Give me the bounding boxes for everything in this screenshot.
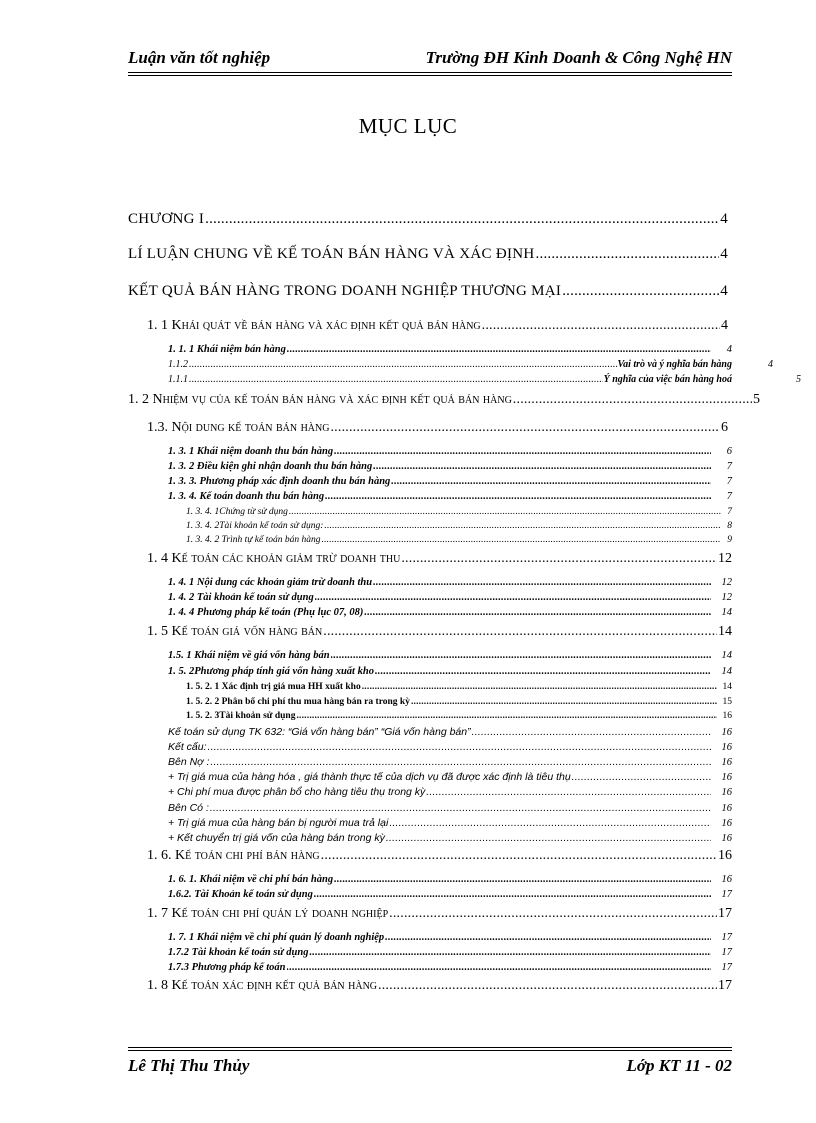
toc-leader (385, 932, 711, 943)
toc-entry-subsection[interactable] (168, 666, 732, 677)
toc-entry-subsubsection[interactable] (186, 682, 732, 692)
toc-leader (364, 607, 711, 618)
toc-entry-detail[interactable] (168, 771, 732, 783)
toc-leader (330, 420, 720, 436)
toc-page-number: 16 (721, 772, 732, 783)
page-footer (128, 1056, 732, 1078)
toc-leader (208, 741, 711, 753)
toc-entry-section[interactable] (147, 318, 728, 334)
toc-page-number: 14 (721, 650, 732, 661)
toc-page-number: 16 (718, 848, 732, 863)
toc-leader (389, 817, 711, 829)
toc-page-number: 16 (721, 727, 732, 738)
toc-entry-title: LÍ LUẬN CHUNG VỀ KẾ TOÁN BÁN HÀNG VÀ XÁC ĐỊNH (128, 246, 535, 262)
toc-leader (513, 392, 752, 408)
toc-page-number: 16 (721, 803, 732, 814)
toc-entry-subsection[interactable] (168, 650, 732, 661)
toc-page-number: 7 (726, 491, 732, 502)
toc-entry-title: 1. 4. 4 Phương pháp kế toán (Phụ lục 07, 08) (168, 607, 364, 618)
toc-entry-detail[interactable] (168, 786, 732, 798)
toc-entry-title: 1. 7 Kế toán chi phí quản lý doanh nghiệp (147, 906, 389, 921)
toc-entry-title: 1. 5 Kế toán giá vốn hàng bán (147, 624, 323, 639)
toc-page-number: 7 (726, 461, 732, 472)
page-title: MỤC LỤC (358, 114, 458, 138)
toc-page-number: 12 (721, 577, 732, 588)
toc-page-number: 12 (721, 592, 732, 603)
toc-page-number: 17 (718, 906, 732, 921)
toc-page-number: 14 (722, 682, 732, 692)
toc-leader (309, 947, 711, 958)
toc-leader (205, 211, 719, 228)
toc-entry-section[interactable] (147, 551, 732, 567)
toc-entry-title: 1.5. 1 Khái niệm về giá vốn hàng bán (168, 650, 330, 661)
header-rule-thick (128, 72, 732, 73)
toc-page-number: 15 (722, 697, 732, 707)
toc-entry-title: Ý nghĩa của việc bán hàng hoá (603, 374, 732, 385)
header-rule-thin (128, 75, 732, 76)
toc-page-number: 4 (720, 211, 728, 227)
toc-page-number: 9 (727, 535, 732, 545)
toc-leader (373, 577, 711, 588)
toc-page-number: 5 (796, 374, 801, 385)
toc-entry-subsection[interactable] (168, 344, 732, 355)
toc-leader (189, 359, 617, 370)
page-header (128, 48, 732, 70)
header-university-name: Trường ĐH Kinh Doanh & Công Nghệ HN (425, 48, 732, 67)
toc-page-number: 16 (721, 818, 732, 829)
toc-leader (325, 491, 711, 502)
toc-leader (362, 682, 717, 692)
toc-entry-subsection[interactable] (168, 374, 732, 385)
toc-entry-subsubsection[interactable] (186, 697, 732, 707)
toc-entry-title: 1. 1 Khái quát về bán hàng và xác định kết quả bán hàng (147, 318, 481, 333)
toc-leader (210, 802, 711, 814)
toc-page-number: 4 (720, 283, 728, 299)
toc-entry-subsection[interactable] (168, 874, 732, 885)
toc-entry-title: 1. 8 Kế toán xác định kết quả bán hàng (147, 978, 378, 993)
toc-entry-title: 1.7.3 Phương pháp kế toán (168, 962, 286, 973)
toc-leader (334, 446, 711, 457)
toc-leader (315, 592, 711, 603)
toc-leader (472, 726, 711, 738)
toc-leader (296, 711, 717, 721)
toc-leader (324, 521, 721, 531)
toc-entry-title: 1. 5. 2. 3Tài khoản sử dụng (186, 711, 296, 721)
toc-entry-title: 1.6.2. Tài Khoản kế toán sử dụng (168, 889, 313, 900)
toc-entry-number: 1.1.1 (168, 374, 188, 385)
toc-entry-title: 1. 3. 1 Khái niệm doanh thu bán hàng (168, 446, 334, 457)
toc-entry-subsection[interactable] (168, 962, 732, 973)
toc-page-number: 8 (727, 521, 732, 531)
footer-rule-thick (128, 1050, 732, 1051)
toc-entry-title: 1. 2 Nhiệm vụ của kế toán bán hàng và xác định kết quả bán hàng (128, 392, 512, 407)
toc-leader (331, 650, 711, 661)
toc-entry-detail[interactable] (168, 756, 732, 768)
toc-entry-title: 1. 3. 3. Phương pháp xác định doanh thu bán hàng (168, 476, 391, 487)
toc-entry-title: 1. 4. 1 Nội dung các khoản giảm trừ doanh thu (168, 577, 373, 588)
toc-entry-title: 1. 1. 1 Khái niệm bán hàng (168, 344, 286, 355)
toc-page-number: 6 (726, 446, 732, 457)
toc-entry-subsection[interactable] (168, 461, 732, 472)
toc-entry-title: 1. 4. 2 Tài khoản kế toán sử dụng (168, 592, 314, 603)
toc-entry-chapter[interactable] (128, 246, 728, 263)
toc-entry-section[interactable] (147, 624, 732, 640)
toc-entry-title: + Chi phí mua được phân bổ cho hàng tiêu thụ trong kỳ (168, 786, 426, 798)
toc-page-number: 5 (753, 392, 760, 407)
toc-entry-title: + Trị giá mua của hàng hóa , giá thành thực tế của dịch vụ đã được xác định là tiêu thụ (168, 771, 571, 783)
toc-leader (391, 476, 711, 487)
toc-page-number: 4 (720, 246, 728, 262)
toc-page-number: 17 (721, 947, 732, 958)
toc-page-number: 17 (721, 962, 732, 973)
toc-entry-section[interactable] (147, 906, 732, 922)
toc-leader (572, 771, 711, 783)
toc-leader (287, 344, 711, 355)
toc-leader (189, 374, 603, 385)
toc-leader (289, 507, 721, 517)
toc-entry-detail[interactable] (168, 802, 732, 814)
toc-entry-title: 1. 4 Kế toán các khoản giảm trừ doanh thu (147, 551, 401, 566)
toc-entry-title: 1. 5. 2Phương pháp tính giá vốn hàng xuất kho (168, 666, 374, 677)
toc-leader (210, 756, 711, 768)
toc-page-number: 14 (718, 624, 732, 639)
toc-leader (411, 697, 717, 707)
toc-leader (536, 246, 720, 263)
toc-leader (386, 832, 711, 844)
toc-entry-title: 1. 5. 2. 2 Phân bổ chi phí thu mua hàng bán ra trong kỳ (186, 697, 410, 707)
toc-leader (562, 283, 719, 300)
toc-entry-title: Bên Nợ : (168, 756, 210, 768)
toc-entry-detail[interactable] (168, 817, 732, 829)
toc-entry-title: 1.3. Nội dung kế toán bán hàng (147, 420, 330, 435)
toc-entry-title: CHƯƠNG I (128, 211, 205, 227)
toc-entry-detail[interactable] (168, 741, 732, 753)
toc-entry-subsection[interactable] (168, 607, 732, 618)
header-thesis-label: Luận văn tốt nghiệp (128, 48, 271, 67)
toc-entry-subsection[interactable] (168, 446, 732, 457)
toc-entry-title: 1.7.2 Tài khoản kế toán sử dụng (168, 947, 309, 958)
footer-rule-thin (128, 1047, 732, 1048)
toc-page-number: 4 (768, 359, 773, 370)
toc-entry-chapter[interactable] (128, 283, 728, 300)
toc-entry-subsubsection[interactable] (186, 507, 732, 517)
toc-leader (482, 318, 720, 334)
toc-entry-title: 1. 3. 4. 2 Trình tự kế toán bán hàng (186, 535, 321, 545)
toc-page-number: 16 (722, 711, 732, 721)
toc-entry-subsection[interactable] (168, 947, 732, 958)
toc-page-number: 16 (721, 757, 732, 768)
toc-entry-subsection[interactable] (168, 476, 732, 487)
toc-page-number: 14 (721, 666, 732, 677)
toc-leader (401, 551, 717, 567)
toc-leader (378, 978, 717, 994)
toc-entry-subsection[interactable] (168, 592, 732, 603)
toc-entry-subsection[interactable] (168, 359, 732, 370)
toc-page-number: 17 (721, 932, 732, 943)
toc-page-number: 4 (721, 318, 728, 333)
toc-entry-title: 1. 5. 2. 1 Xác định trị giá mua HH xuất kho (186, 682, 361, 692)
toc-entry-title: + Kết chuyển trị giá vốn của hàng bán trong kỳ (168, 832, 385, 844)
toc-entry-title: Bên Có : (168, 802, 209, 814)
toc-leader (314, 889, 711, 900)
toc-leader (323, 624, 717, 640)
toc-entry-title: 1. 6. Kế toán chi phí bán hàng (147, 848, 320, 863)
toc-page-number: 14 (721, 607, 732, 618)
toc-entry-title: Kết cấu: (168, 741, 207, 753)
toc-entry-subsubsection[interactable] (186, 711, 732, 721)
toc-leader (287, 962, 711, 973)
toc-page-number: 16 (721, 874, 732, 885)
toc-leader (334, 874, 711, 885)
toc-entry-title: 1. 6. 1. Khái niệm về chi phí bán hàng (168, 874, 334, 885)
toc-leader (322, 535, 722, 545)
toc-page-number: 17 (718, 978, 732, 993)
toc-leader (389, 906, 717, 922)
toc-entry-subsection[interactable] (168, 491, 732, 502)
toc-leader (375, 666, 711, 677)
toc-entry-title: 1. 7. 1 Khái niệm về chi phí quản lý doanh nghiệp (168, 932, 385, 943)
toc-entry-title: Vai trò và ý nghĩa bán hàng (617, 359, 732, 370)
toc-entry-title: Kế toán sử dụng TK 632: “Giá vốn hàng bán” “Giá vốn hàng bán” (168, 726, 471, 738)
toc-page-number: 6 (721, 420, 728, 435)
toc-page-number: 16 (721, 833, 732, 844)
toc-leader (373, 461, 711, 472)
toc-leader (321, 848, 717, 864)
toc-page-number: 7 (726, 476, 732, 487)
toc-entry-subsection[interactable] (168, 889, 732, 900)
toc-entry-section[interactable] (128, 392, 760, 408)
toc-page-number: 12 (718, 551, 732, 566)
toc-entry-title: + Trị giá mua của hàng bán bị người mua trả lại (168, 817, 389, 829)
toc-page-number: 4 (726, 344, 732, 355)
toc-entry-detail[interactable] (168, 832, 732, 844)
footer-class-name: Lớp KT 11 - 02 (626, 1056, 732, 1075)
toc-entry-chapter[interactable] (128, 211, 728, 228)
toc-page-number: 7 (727, 507, 732, 517)
toc-page-number: 17 (721, 889, 732, 900)
toc-entry-subsubsection[interactable] (186, 535, 732, 545)
toc-entry-subsection[interactable] (168, 577, 732, 588)
footer-author-name: Lê Thị Thu Thủy (128, 1056, 250, 1075)
toc-leader (426, 786, 711, 798)
toc-entry-section[interactable] (147, 848, 732, 864)
toc-entry-title: 1. 3. 4. Kế toán doanh thu bán hàng (168, 491, 325, 502)
toc-entry-section[interactable] (147, 420, 728, 436)
toc-page-number: 16 (721, 787, 732, 798)
toc-entry-detail[interactable] (168, 726, 732, 738)
toc-entry-subsection[interactable] (168, 932, 732, 943)
toc-entry-section[interactable] (147, 978, 732, 994)
toc-entry-title: 1. 3. 4. 1Chứng từ sử dụng (186, 507, 288, 517)
toc-entry-number: 1.1.2 (168, 359, 188, 370)
toc-entry-title: 1. 3. 4. 2Tài khoản kế toán sử dụng: (186, 521, 324, 531)
toc-entry-subsubsection[interactable] (186, 521, 732, 531)
toc-entry-title: KẾT QUẢ BÁN HÀNG TRONG DOANH NGHIỆP THƯƠNG MẠI (128, 283, 562, 299)
toc-entry-title: 1. 3. 2 Điều kiện ghi nhận doanh thu bán hàng (168, 461, 373, 472)
toc-page-number: 16 (721, 742, 732, 753)
